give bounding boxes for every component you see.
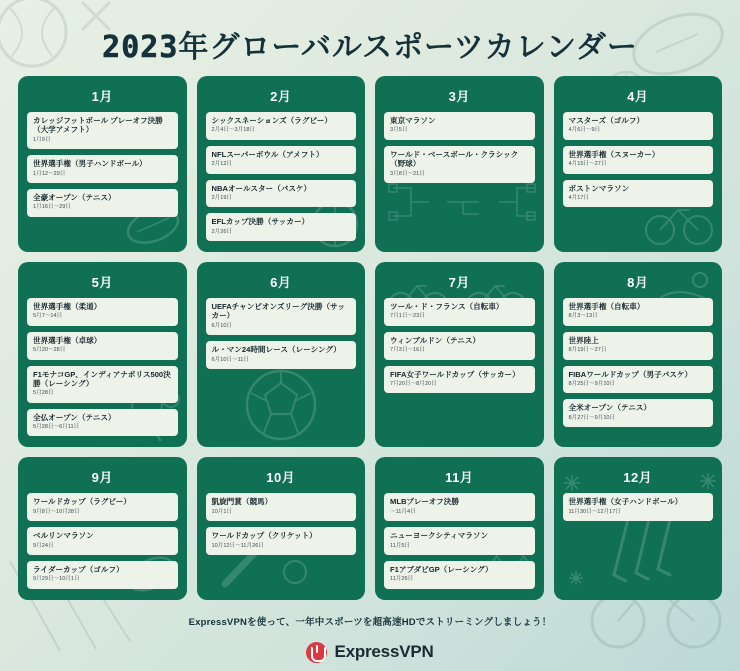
event-name: ウィンブルドン（テニス） [390, 335, 481, 345]
event-date: 1月12〜29日 [33, 170, 66, 177]
event-name: NBAオールスター（バスケ） [211, 183, 312, 193]
month-name: 2月 [270, 89, 292, 104]
month-name: 9月 [91, 470, 113, 486]
event-item[interactable] [563, 493, 714, 521]
event-item[interactable] [384, 366, 535, 394]
event-name: 世界選手権（自転車） [568, 302, 645, 311]
month-name: 7月 [448, 275, 470, 290]
event-date: 4月15日〜27日 [568, 161, 607, 168]
month-card [197, 262, 366, 447]
event-name: 全米オープン（テニス） [568, 403, 652, 413]
event-name: 世界選手権（スヌーカー） [568, 149, 660, 159]
event-name: NFLスーパーボウル（アメフト） [211, 149, 324, 159]
event-list [27, 298, 178, 436]
event-date: 3月5日 [390, 127, 408, 134]
event-name: マスターズ（ゴルフ） [568, 116, 645, 125]
month-name: 1月 [91, 89, 113, 104]
month-name: 10月 [266, 470, 296, 486]
footer [0, 600, 740, 663]
month-name: 12月 [623, 470, 653, 486]
event-name: F1アブダビGP（レーシング） [390, 564, 493, 574]
event-name: 東京マラソン [390, 116, 436, 125]
month-name: 11月 [445, 470, 474, 486]
event-date: 5月28日〜6月11日 [33, 424, 80, 431]
event-date: 8月3〜13日 [568, 313, 598, 320]
event-name: FIBAワールドカップ（男子バスケ） [568, 369, 693, 379]
event-name: ワールド・ベースボール・クラシック（野球） [390, 149, 519, 169]
month-card [554, 262, 723, 447]
event-item[interactable] [27, 112, 178, 149]
event-item[interactable] [563, 146, 714, 174]
event-list [384, 112, 535, 183]
event-item[interactable] [384, 527, 535, 555]
event-list [27, 493, 178, 588]
event-date: 11月30日〜12月17日 [568, 508, 621, 515]
event-item[interactable] [206, 180, 357, 208]
event-date: 2月19日 [211, 194, 233, 201]
event-list [563, 493, 714, 521]
event-item[interactable] [27, 527, 178, 555]
event-item[interactable] [384, 561, 535, 589]
event-item[interactable] [384, 332, 535, 360]
month-card [18, 76, 187, 252]
footer-note: ExpressVPNを使って、一年中スポーツを超高速HDでストリーミングしましょう！ [188, 616, 552, 628]
title-rest: 年グローバルスポーツカレンダー [178, 30, 638, 65]
event-list [27, 112, 178, 217]
event-item[interactable] [384, 493, 535, 521]
event-date: 5月28日 [33, 390, 54, 397]
event-date: 4月6日〜9日 [568, 127, 601, 134]
month-card [554, 457, 723, 599]
event-name: ル・マン24時間レース（レーシング） [211, 345, 341, 355]
event-name: 世界選手権（柔道） [33, 302, 102, 311]
event-item[interactable] [563, 399, 714, 427]
event-name: 世界選手権（女子ハンドボール） [568, 497, 683, 507]
month-name: 3月 [448, 89, 470, 104]
month-card [197, 457, 366, 599]
event-list [206, 112, 357, 241]
event-item[interactable] [206, 146, 357, 174]
event-name: UEFAチャンピオンズリーグ決勝（サッカー） [211, 302, 346, 321]
event-item[interactable] [27, 409, 178, 437]
event-item[interactable] [27, 189, 178, 217]
event-date: 1月9日 [33, 136, 51, 143]
event-date: 11月5日 [390, 542, 411, 549]
event-name: F1モナコGP、インディアナポリス500決勝（レーシング） [33, 369, 171, 388]
month-card [18, 262, 187, 447]
brand-logo[interactable] [0, 642, 740, 663]
event-list [563, 112, 714, 207]
month-card [375, 76, 544, 252]
brand-name-express: Express [334, 642, 400, 662]
event-name: 全仏オープン（テニス） [33, 412, 116, 422]
event-item[interactable] [27, 155, 178, 183]
event-name: FIFA女子ワールドカップ（サッカー） [390, 369, 520, 379]
event-date: 10月1日 [211, 508, 233, 515]
month-card [554, 76, 723, 252]
event-item[interactable] [206, 341, 357, 369]
month-card [375, 262, 544, 447]
event-item[interactable] [563, 332, 714, 360]
event-list [206, 298, 357, 369]
month-card [18, 457, 187, 599]
event-item[interactable] [27, 366, 178, 403]
event-name: ライダーカップ（ゴルフ） [33, 564, 124, 574]
event-item[interactable] [27, 561, 178, 589]
event-item[interactable] [384, 298, 535, 326]
event-name: ツール・ド・フランス（自転車） [390, 302, 504, 311]
brand-name [334, 642, 433, 662]
event-date: 9月29日〜10月1日 [33, 576, 80, 583]
month-grid [0, 76, 740, 600]
event-date: 9月24日 [33, 542, 54, 549]
expressvpn-shield-icon [306, 642, 327, 663]
month-card [197, 76, 366, 252]
title-year: 2023 [102, 30, 179, 65]
month-name: 8月 [627, 275, 649, 290]
event-item[interactable] [384, 146, 535, 183]
month-card [375, 457, 544, 599]
event-item[interactable] [563, 112, 714, 140]
event-name: カレッジフットボール プレーオフ決勝（大学アメフト） [33, 116, 163, 135]
event-date: 7月1日〜23日 [390, 313, 425, 320]
event-date: 6月10日〜11日 [211, 356, 250, 363]
event-name: ボストンマラソン [568, 183, 630, 193]
event-date: 7月3日〜16日 [390, 347, 425, 354]
event-date: 2月12日 [211, 161, 233, 168]
event-name: 世界陸上 [568, 335, 599, 345]
event-name: シックスネーションズ（ラグビー） [211, 116, 332, 125]
event-item[interactable] [563, 180, 714, 208]
event-date: 8月25日〜9月10日 [568, 380, 616, 387]
event-date: 6月10日 [211, 322, 233, 329]
event-name: MLBプレーオフ決勝 [390, 497, 459, 507]
event-list [563, 298, 714, 427]
event-item[interactable] [384, 112, 535, 140]
event-list [384, 298, 535, 393]
brand-name-vpn: VPN [399, 642, 434, 662]
event-date: 5月20〜28日 [33, 347, 66, 354]
event-name: 全豪オープン（テニス） [33, 192, 116, 202]
event-date: 8月19日〜27日 [568, 347, 607, 354]
event-date: 8月27日〜9月10日 [568, 414, 616, 421]
event-date: 7月20日〜8月20日 [390, 380, 437, 387]
event-name: ニューヨークシティマラソン [390, 531, 489, 541]
event-item[interactable] [206, 112, 357, 140]
month-name: 5月 [91, 275, 113, 290]
event-item[interactable] [206, 527, 357, 555]
event-name: ワールドカップ（クリケット） [211, 531, 317, 541]
event-item[interactable] [206, 493, 357, 521]
event-date: 1月16日〜29日 [33, 204, 71, 211]
event-item[interactable] [27, 493, 178, 521]
event-date: 2月26日 [211, 228, 233, 235]
event-name: ベルリンマラソン [33, 531, 94, 541]
event-date: 10月12日〜11月26日 [211, 542, 264, 549]
event-item[interactable] [563, 298, 714, 326]
event-list [206, 493, 357, 555]
event-name: EFLカップ決勝（サッカー） [211, 217, 310, 227]
event-date: 3月8日〜21日 [390, 170, 425, 177]
event-item[interactable] [563, 366, 714, 394]
event-name: 世界選手権（男子ハンドボール） [33, 159, 147, 169]
month-name: 4月 [627, 89, 649, 104]
event-date: 5月7〜14日 [33, 313, 63, 320]
page-title [0, 0, 740, 76]
event-name: 世界選手権（卓球） [33, 335, 102, 345]
event-list [384, 493, 535, 588]
event-date: 9月8日〜10月28日 [33, 508, 80, 515]
event-item[interactable] [27, 298, 178, 326]
event-item[interactable] [206, 213, 357, 241]
event-date: 4月17日 [568, 194, 590, 201]
event-name: 凱旋門賞（競馬） [211, 497, 273, 507]
event-date: 2月4日〜3月18日 [211, 127, 256, 134]
event-date: 11月26日 [390, 576, 414, 583]
event-name: ワールドカップ（ラグビー） [33, 497, 131, 507]
event-item[interactable] [27, 332, 178, 360]
event-item[interactable] [206, 298, 357, 335]
event-date: 〜11月4日 [390, 508, 416, 515]
month-name: 6月 [270, 275, 292, 290]
